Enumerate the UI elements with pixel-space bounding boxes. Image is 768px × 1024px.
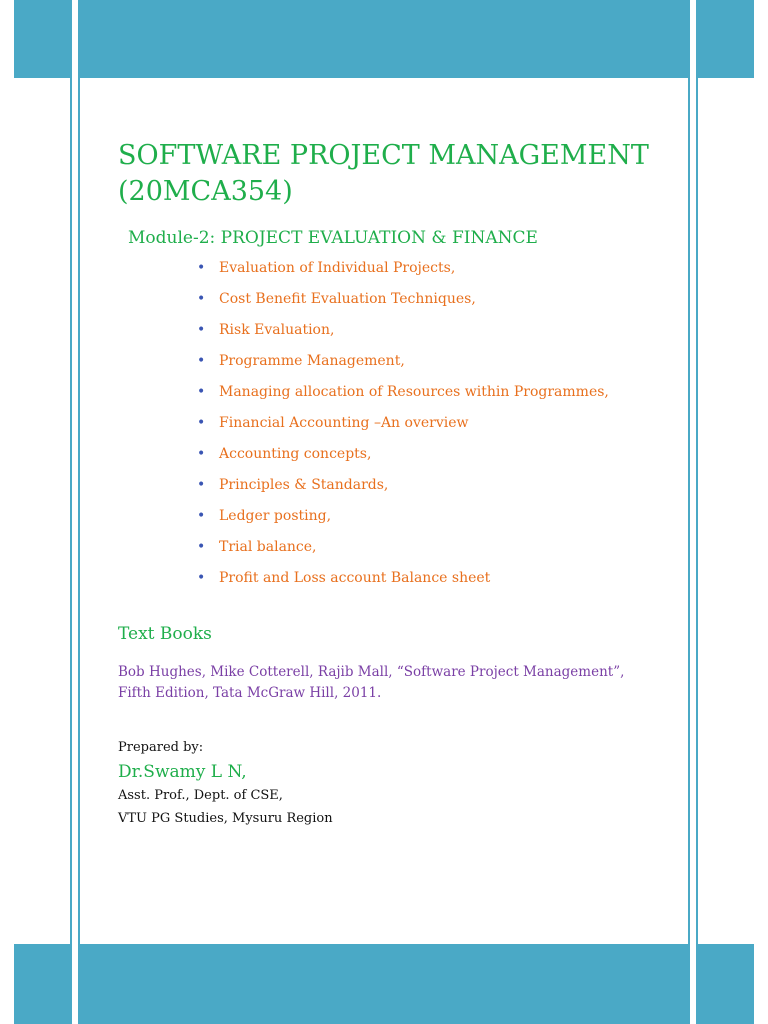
topic-text: Cost Benefit Evaluation Techniques, xyxy=(219,291,476,307)
bullet-icon: • xyxy=(197,291,206,307)
frame-right-line-inner xyxy=(688,0,690,1024)
topic-text: Profit and Loss account Balance sheet xyxy=(219,570,491,586)
frame-right-line-outer xyxy=(696,0,698,1024)
author-affiliation-1: Asst. Prof., Dept. of CSE, xyxy=(118,788,283,803)
bullet-icon: • xyxy=(197,570,206,586)
topic-item xyxy=(197,287,609,318)
bullet-icon: • xyxy=(197,384,206,400)
topic-text: Risk Evaluation, xyxy=(219,322,335,338)
module-heading: Module-2: PROJECT EVALUATION & FINANCE xyxy=(128,228,538,248)
author-affiliation-2: VTU PG Studies, Mysuru Region xyxy=(118,811,333,826)
topic-item xyxy=(197,411,609,442)
topic-item xyxy=(197,380,609,411)
topic-item xyxy=(197,442,609,473)
bullet-icon: • xyxy=(197,477,206,493)
bullet-icon: • xyxy=(197,260,206,276)
textbook-reference: Bob Hughes, Mike Cotterell, Rajib Mall, “Software Project Management”, Fifth Edition, Tata McGraw Hill, 2011. xyxy=(118,664,625,701)
bullet-icon: • xyxy=(197,446,206,462)
frame-left-line-outer xyxy=(70,0,72,1024)
frame-bottom-banner xyxy=(80,944,688,1024)
document-title xyxy=(118,138,649,210)
frame-top-banner xyxy=(80,0,688,78)
author-name: Dr.Swamy L N, xyxy=(118,762,247,782)
topic-item xyxy=(197,473,609,504)
topic-text: Evaluation of Individual Projects, xyxy=(219,260,456,276)
bullet-icon: • xyxy=(197,415,206,431)
title-line-2: (20MCA354) xyxy=(118,176,293,207)
topic-text: Principles & Standards, xyxy=(219,477,389,493)
topic-text: Programme Management, xyxy=(219,353,405,369)
bullet-icon: • xyxy=(197,539,206,555)
topic-text: Financial Accounting –An overview xyxy=(219,415,469,431)
topic-text: Managing allocation of Resources within Programmes, xyxy=(219,384,609,400)
title-line-1: SOFTWARE PROJECT MANAGEMENT xyxy=(118,140,649,171)
topic-item xyxy=(197,318,609,349)
bullet-icon: • xyxy=(197,322,206,338)
topic-item xyxy=(197,535,609,566)
bullet-icon: • xyxy=(197,353,206,369)
frame-top-left-block xyxy=(14,0,70,78)
textbooks-heading: Text Books xyxy=(118,624,212,644)
topic-text: Accounting concepts, xyxy=(219,446,372,462)
topic-item xyxy=(197,349,609,380)
topic-text: Trial balance, xyxy=(219,539,317,555)
bullet-icon: • xyxy=(197,508,206,524)
frame-top-right-block xyxy=(698,0,754,78)
topic-list xyxy=(197,256,609,597)
topic-item xyxy=(197,504,609,535)
frame-left-line-inner xyxy=(78,0,80,1024)
frame-bottom-right-block xyxy=(698,944,754,1024)
topic-item xyxy=(197,566,609,597)
frame-bottom-left-block xyxy=(14,944,70,1024)
topic-text: Ledger posting, xyxy=(219,508,332,524)
prepared-by-label: Prepared by: xyxy=(118,740,204,755)
topic-item xyxy=(197,256,609,287)
